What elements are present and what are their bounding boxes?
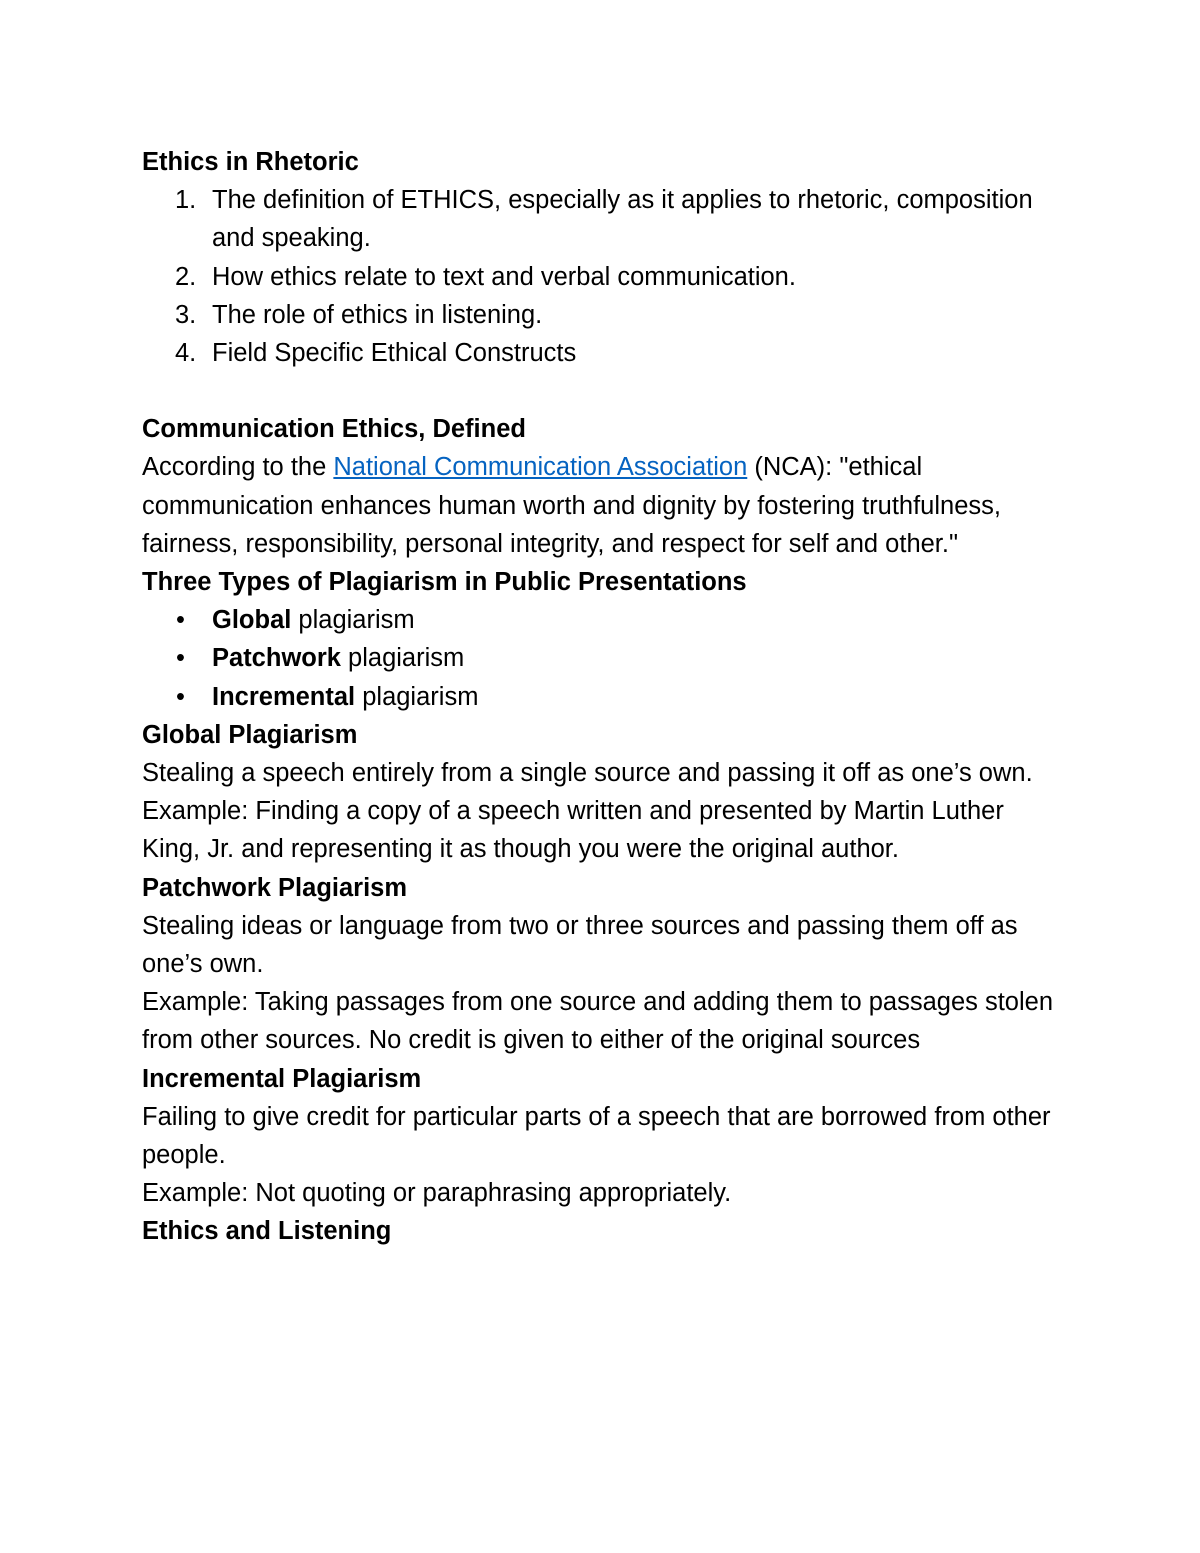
global-heading: Global Plagiarism [142,720,358,749]
global-example: Example: Finding a copy of a speech written and presented by Martin Luther King, Jr. and representing it as though you were the original author. [142,797,1004,864]
patchwork-heading: Patchwork Plagiarism [142,873,408,902]
three-types-heading: Three Types of Plagiarism in Public Presentations [142,568,747,597]
patchwork-definition: Stealing ideas or language from two or three sources and passing them off as one’s own. [142,911,1018,979]
blank-line [142,372,1062,410]
list-item-text: The role of ethics in listening. [212,300,543,329]
list-item [142,678,1062,716]
list-item [142,639,1062,677]
document-page [142,143,1062,1251]
list-item [142,258,1062,296]
global-definition: Stealing a speech entirely from a single source and passing it off as one’s own. [142,759,1033,788]
list-marker: 2. [175,262,197,291]
list-item-text: How ethics relate to text and verbal communication. [212,262,796,291]
list-item [142,181,1062,257]
title-heading: Ethics in Rhetoric [142,148,359,176]
nca-link[interactable]: National Communication Association [333,453,748,482]
type-name: Global [212,606,292,635]
comm-ethics-lead: According to the [142,453,334,482]
bullet-icon: • [176,606,185,635]
list-item [142,601,1062,639]
list-item-text: Field Specific Ethical Constructs [212,339,577,368]
list-item [142,334,1062,372]
bullet-icon: • [176,644,185,673]
list-marker: 3. [175,300,197,329]
plagiarism-types-list [142,601,1062,716]
comm-ethics-paragraph [142,448,1062,563]
type-name: Incremental [212,682,356,711]
incremental-definition: Failing to give credit for particular parts of a speech that are borrowed from other people. [142,1102,1051,1170]
comm-ethics-heading: Communication Ethics, Defined [142,415,526,444]
type-suffix: plagiarism [291,606,415,635]
list-marker: 4. [175,339,197,368]
list-item [142,296,1062,334]
list-item-text: The definition of ETHICS, especially as it applies to rhetoric, composition and speaking. [212,186,1033,253]
incremental-heading: Incremental Plagiarism [142,1064,422,1093]
type-suffix: plagiarism [355,682,479,711]
comm-ethics-quote: (NCA): "ethical communication enhances human worth and dignity by fostering truthfulness, fairness, responsibility, personal integrity, and respect for self and other." [142,453,1001,558]
incremental-example: Example: Not quoting or paraphrasing appropriately. [142,1179,732,1208]
list-marker: 1. [175,186,197,215]
type-suffix: plagiarism [340,644,465,673]
patchwork-example: Example: Taking passages from one source and adding them to passages stolen from other sources. No credit is given to either of the original sources [142,988,1054,1055]
topics-list [142,181,1062,372]
type-name: Patchwork [212,644,341,673]
listening-heading: Ethics and Listening [142,1217,392,1246]
bullet-icon: • [176,682,185,711]
